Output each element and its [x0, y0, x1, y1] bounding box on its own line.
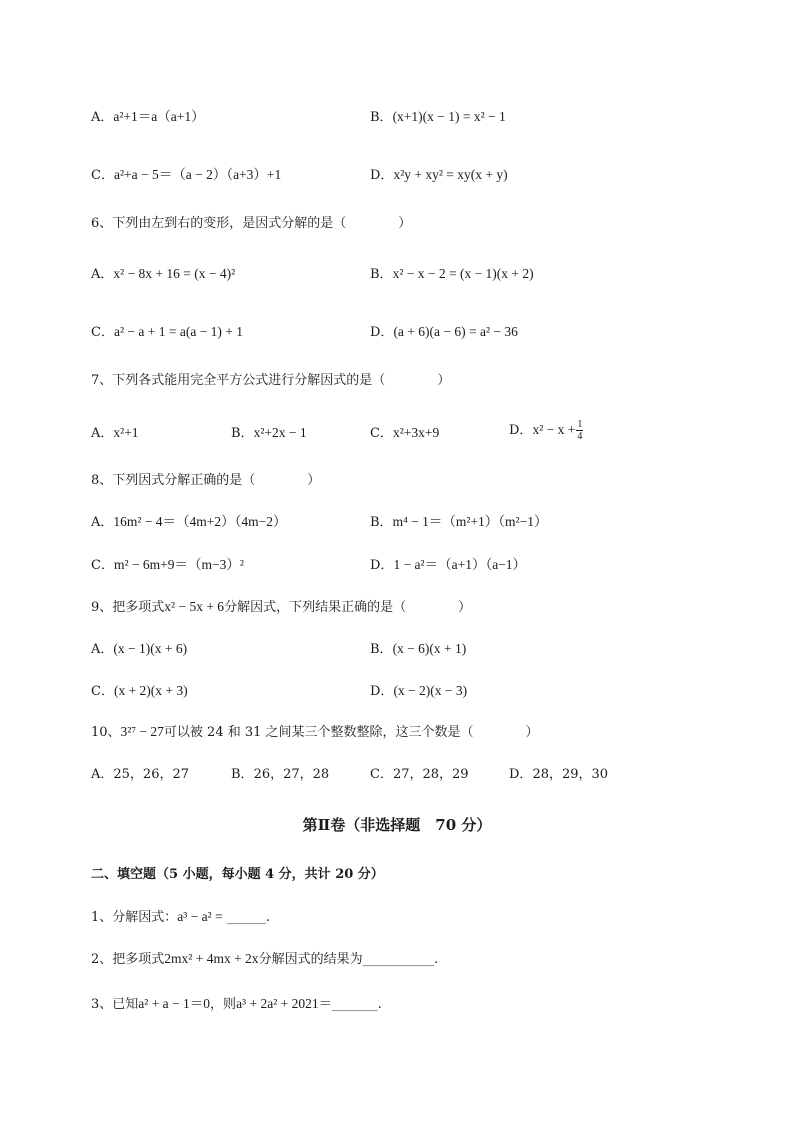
- stem-text: 可以被 24 和 31 之间某三个整数整除，这三个数是（ ）: [163, 725, 539, 740]
- option-text: (x − 2)(x − 3): [393, 683, 468, 698]
- q7-option-a: [91, 424, 139, 443]
- q5-option-a: [91, 108, 205, 127]
- stem-text: 1、分解因式：: [91, 910, 178, 925]
- q7-stem: 7、下列各式能用完全平方公式进行分解因式的是（ ）: [91, 373, 451, 388]
- q8-option-b: [370, 513, 547, 532]
- option-label: A．: [91, 110, 114, 125]
- option-label: A．: [91, 267, 114, 282]
- option-label: B．: [370, 110, 393, 125]
- q10-option-d: [509, 766, 608, 784]
- stem-text: 10、: [91, 725, 121, 740]
- option-label: D．: [370, 168, 394, 183]
- option-label: D．: [370, 684, 394, 699]
- q9-option-b: [370, 640, 466, 659]
- stem-text: 2、把多项式: [91, 952, 165, 967]
- q6-option-a: [91, 265, 235, 284]
- option-label: A．: [91, 642, 114, 657]
- option-text: (x − 6)(x + 1): [392, 641, 467, 656]
- stem-math: x² − 5x + 6: [164, 599, 225, 614]
- option-label: D．: [509, 423, 533, 438]
- option-text: x²y + xy² = xy(x + y): [393, 167, 508, 182]
- stem-text: 分解因式的结果为: [258, 952, 363, 967]
- option-label: A．: [91, 426, 114, 441]
- stem-math: a³ − a² =: [177, 909, 223, 924]
- option-text: (x + 2)(x + 3): [113, 683, 188, 698]
- option-label: A．: [91, 767, 114, 782]
- option-text: (a + 6)(a − 6) = a² − 36: [393, 324, 518, 339]
- option-text: (x+1)(x − 1) = x² − 1: [392, 109, 506, 124]
- answer-blank: ______.: [226, 910, 270, 925]
- q7-option-d: [509, 416, 583, 445]
- option-text: x²+2x − 1: [253, 425, 307, 440]
- option-text: (x − 1)(x + 6): [113, 641, 188, 656]
- stem-text: 3、已知: [91, 997, 139, 1012]
- q8-option-d: [370, 556, 526, 575]
- stem-text: ，则: [210, 997, 237, 1012]
- q6-option-d: [370, 323, 518, 342]
- option-label: C．: [91, 684, 114, 699]
- option-text: m² − 6m+9＝（m−3）²: [113, 557, 244, 572]
- q10-stem: [91, 723, 539, 742]
- q10-option-c: [370, 766, 469, 784]
- option-label: C．: [91, 168, 114, 183]
- q9-option-d: [370, 682, 467, 701]
- q9-option-a: [91, 640, 187, 659]
- stem-text: 9、把多项式: [91, 600, 165, 615]
- option-text: 25，26，27: [113, 767, 190, 782]
- option-text: x² − x +: [532, 422, 576, 437]
- fill-q2: [91, 950, 438, 969]
- q5-option-c: [91, 166, 281, 185]
- option-text: a²+a − 5＝（a − 2）（a+3）+1: [113, 167, 282, 182]
- q6-option-b: [370, 265, 534, 284]
- answer-blank: _______.: [332, 997, 382, 1012]
- option-label: A．: [91, 515, 114, 530]
- option-text: x²+1: [113, 425, 139, 440]
- q9-option-c: [91, 682, 188, 701]
- q5-option-d: [370, 166, 508, 185]
- option-label: D．: [509, 767, 533, 782]
- q6-stem: 6、下列由左到右的变形，是因式分解的是（ ）: [91, 216, 412, 231]
- q6-option-c: [91, 323, 243, 342]
- option-text: x² − x − 2 = (x − 1)(x + 2): [392, 266, 534, 281]
- q7-option-b: [231, 424, 307, 443]
- option-label: C．: [91, 325, 114, 340]
- stem-math: 2mx² + 4mx + 2x: [164, 951, 259, 966]
- option-label: C．: [370, 767, 393, 782]
- option-label: C．: [370, 426, 393, 441]
- option-label: B．: [231, 767, 254, 782]
- fill-q1: [91, 908, 270, 927]
- option-label: B．: [370, 515, 393, 530]
- option-text: 28，29，30: [532, 767, 609, 782]
- option-label: B．: [370, 642, 393, 657]
- answer-blank: ___________.: [362, 952, 439, 967]
- option-text: 1 − a²＝（a+1）（a−1）: [393, 557, 527, 572]
- option-text: a²+1＝a（a+1）: [113, 109, 205, 124]
- option-text: 26，27，28: [253, 767, 330, 782]
- option-text: x²+3x+9: [392, 425, 440, 440]
- q7-option-c: [370, 424, 439, 443]
- fraction-denominator: 4: [577, 431, 583, 442]
- q9-stem: [91, 598, 471, 617]
- option-label: B．: [231, 426, 254, 441]
- option-text: 16m² − 4＝（4m+2）（4m−2）: [113, 514, 287, 529]
- q10-option-a: [91, 766, 189, 784]
- fill-q3: [91, 995, 382, 1014]
- q8-option-a: [91, 513, 287, 532]
- q5-option-b: [370, 108, 506, 127]
- stem-math: a² + a − 1＝0: [138, 996, 211, 1011]
- fraction-numerator: 1: [577, 419, 583, 430]
- part-two-title: 第Ⅱ卷（非选择题 70 分）: [302, 816, 492, 834]
- fill-in-section-heading: 二、填空题（5 小题，每小题 4 分，共计 20 分）: [91, 867, 384, 882]
- option-label: D．: [370, 558, 394, 573]
- option-label: C．: [91, 558, 114, 573]
- q10-option-b: [231, 766, 329, 784]
- option-label: B．: [370, 267, 393, 282]
- option-text: x² − 8x + 16 = (x − 4)²: [113, 266, 236, 281]
- option-text: 27，28，29: [392, 767, 469, 782]
- stem-math: 3²⁷ − 27: [120, 724, 164, 739]
- q8-stem: 8、下列因式分解正确的是（ ）: [91, 473, 321, 488]
- fraction: [576, 419, 583, 442]
- q8-option-c: [91, 556, 244, 575]
- option-text: a² − a + 1 = a(a − 1) + 1: [113, 324, 244, 339]
- stem-math: a³ + 2a² + 2021＝: [236, 996, 333, 1011]
- stem-text: 分解因式，下列结果正确的是（ ）: [224, 600, 472, 615]
- option-label: D．: [370, 325, 394, 340]
- option-text: m⁴ − 1＝（m²+1）（m²−1）: [392, 514, 548, 529]
